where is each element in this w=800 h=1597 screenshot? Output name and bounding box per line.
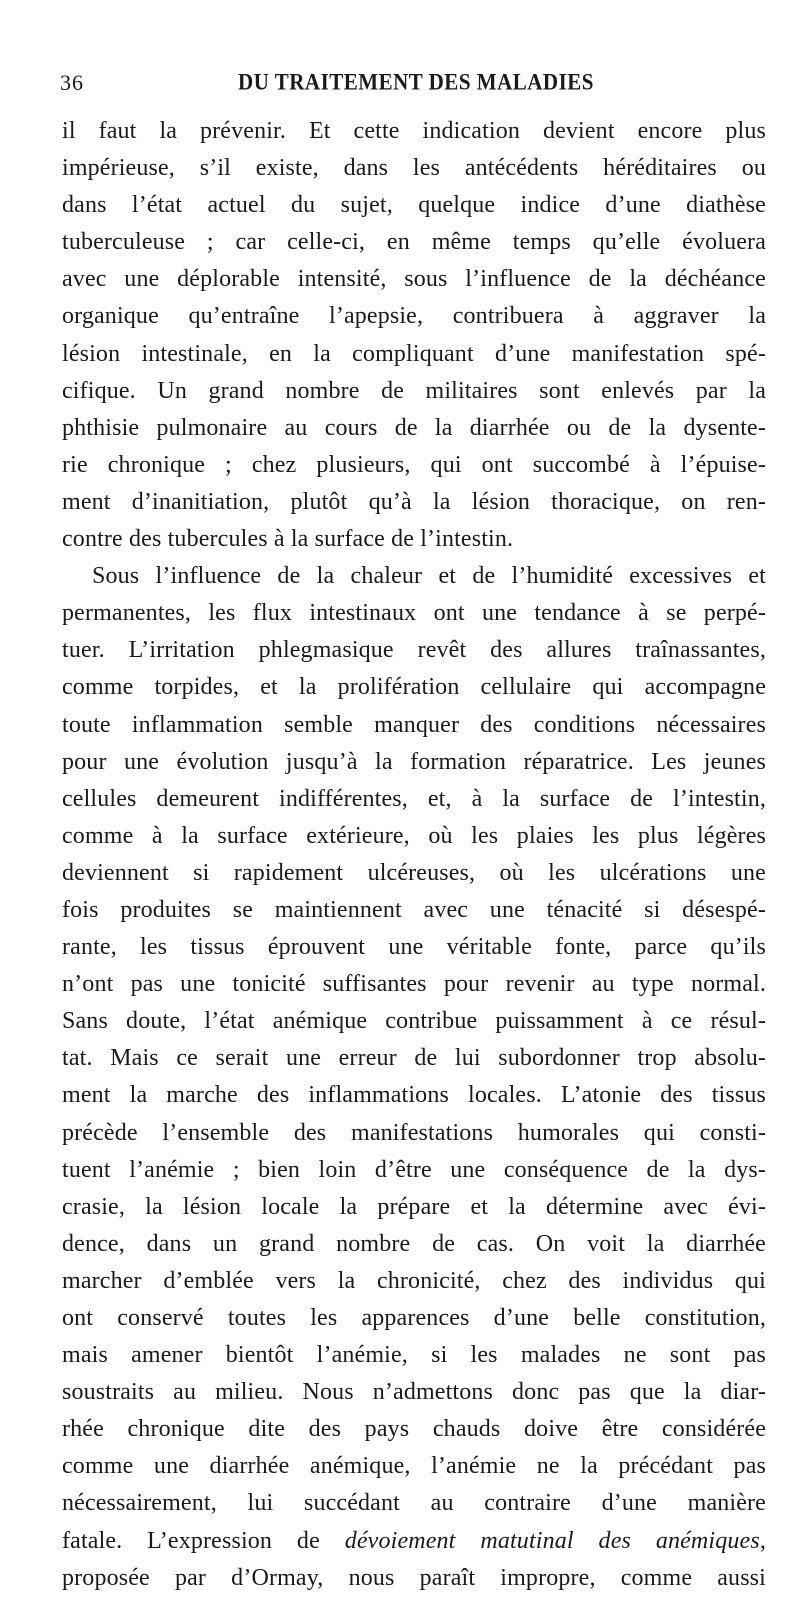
text-line: nécessairement, lui succédant au contraire d’une manière xyxy=(62,1490,766,1517)
text-line: avec une déplorable intensité, sous l’influence de la déchéance xyxy=(62,266,766,293)
text-line: soustraits au milieu. Nous n’admettons donc pas que la diar- xyxy=(62,1379,766,1406)
text-line: il faut la prévenir. Et cette indication devient encore plus xyxy=(62,118,766,144)
text-line: n’ont pas une tonicité suffisantes pour revenir au type normal. xyxy=(62,971,766,998)
text-line-paragraph-start: Sous l’influence de la chaleur et de l’humidité excessives et xyxy=(92,563,766,590)
italic-phrase: dévoiement matutinal des anémiques xyxy=(344,1527,760,1554)
text-line: ment la marche des inflammations locales. L’atonie des tissus xyxy=(62,1082,766,1109)
text-line: ont conservé toutes les apparences d’une belle constitution, xyxy=(62,1305,766,1331)
text-line: marcher d’emblée vers la chronicité, chez des individus qui xyxy=(62,1267,766,1294)
text-line: tuberculeuse ; car celle-ci, en même temps qu’elle évoluera xyxy=(62,229,766,256)
text-line: comme torpides, et la prolifération cellulaire qui accompagne xyxy=(62,674,766,701)
text-line: lésion intestinale, en la compliquant d’une manifestation spé- xyxy=(62,340,766,367)
text-line: crasie, la lésion locale la prépare et la détermine avec évi- xyxy=(62,1193,766,1220)
text-line: comme une diarrhée anémique, l’anémie ne la précédant pas xyxy=(62,1453,766,1480)
body-text xyxy=(62,113,766,1597)
text-line-with-italic xyxy=(62,1523,766,1560)
text-line: cellules demeurent indifférentes, et, à la surface de l’intestin, xyxy=(62,785,766,812)
text-line: fois produites se maintiennent avec une ténacité si désespé- xyxy=(62,896,766,923)
text-line: précède l’ensemble des manifestations humorales qui consti- xyxy=(62,1119,766,1146)
text-line: phthisie pulmonaire au cours de la diarrhée ou de la dysente- xyxy=(62,414,766,441)
text-line: rie chronique ; chez plusieurs, qui ont succombé à l’épuise- xyxy=(62,451,766,478)
text-line: tat. Mais ce serait une erreur de lui subordonner trop absolu- xyxy=(62,1045,766,1072)
text-line: comme à la surface extérieure, où les plaies les plus légères xyxy=(62,822,766,849)
text-line: mais amener bientôt l’anémie, si les malades ne sont pas xyxy=(62,1342,766,1369)
text-line: impérieuse, s’il existe, dans les antécédents héréditaires ou xyxy=(62,155,766,182)
text-line: tuent l’anémie ; bien loin d’être une conséquence de la dys- xyxy=(62,1156,766,1183)
text-line: rhée chronique dite des pays chauds doive être considérée xyxy=(62,1416,766,1443)
text-line: toute inflammation semble manquer des conditions nécessaires xyxy=(62,711,766,738)
text-line: Sans doute, l’état anémique contribue puissamment à ce résul- xyxy=(62,1008,766,1035)
text-segment: , xyxy=(759,1527,766,1554)
text-line: tuer. L’irritation phlegmasique revêt des allures traînassantes, xyxy=(62,637,766,664)
text-line: dence, dans un grand nombre de cas. On voit la diarrhée xyxy=(62,1230,766,1257)
text-line: deviennent si rapidement ulcéreuses, où les ulcérations une xyxy=(62,859,766,886)
running-title: DU TRAITEMENT DES MALADIES xyxy=(238,69,594,95)
text-line-paragraph-end: contre des tubercules à la surface de l’intestin. xyxy=(62,526,514,553)
text-line: cifique. Un grand nombre de militaires sont enlevés par la xyxy=(62,377,766,404)
text-line: ment d’inanitiation, plutôt qu’à la lésion thoracique, on ren- xyxy=(62,488,766,515)
text-line: rante, les tissus éprouvent une véritable fonte, parce qu’ils xyxy=(62,934,766,961)
page-header xyxy=(60,70,772,104)
page-number: 36 xyxy=(60,70,84,95)
text-line: dans l’état actuel du sujet, quelque indice d’une diathèse xyxy=(62,192,766,219)
text-line: permanentes, les flux intestinaux ont une tendance à se perpé- xyxy=(62,600,766,627)
text-line: organique qu’entraîne l’apepsie, contribuera à aggraver la xyxy=(62,303,766,330)
text-segment: fatale. L’expression de xyxy=(62,1527,345,1554)
text-line: proposée par d’Ormay, nous paraît impropre, comme aussi xyxy=(62,1564,766,1591)
text-line: pour une évolution jusqu’à la formation réparatrice. Les jeunes xyxy=(62,748,766,775)
